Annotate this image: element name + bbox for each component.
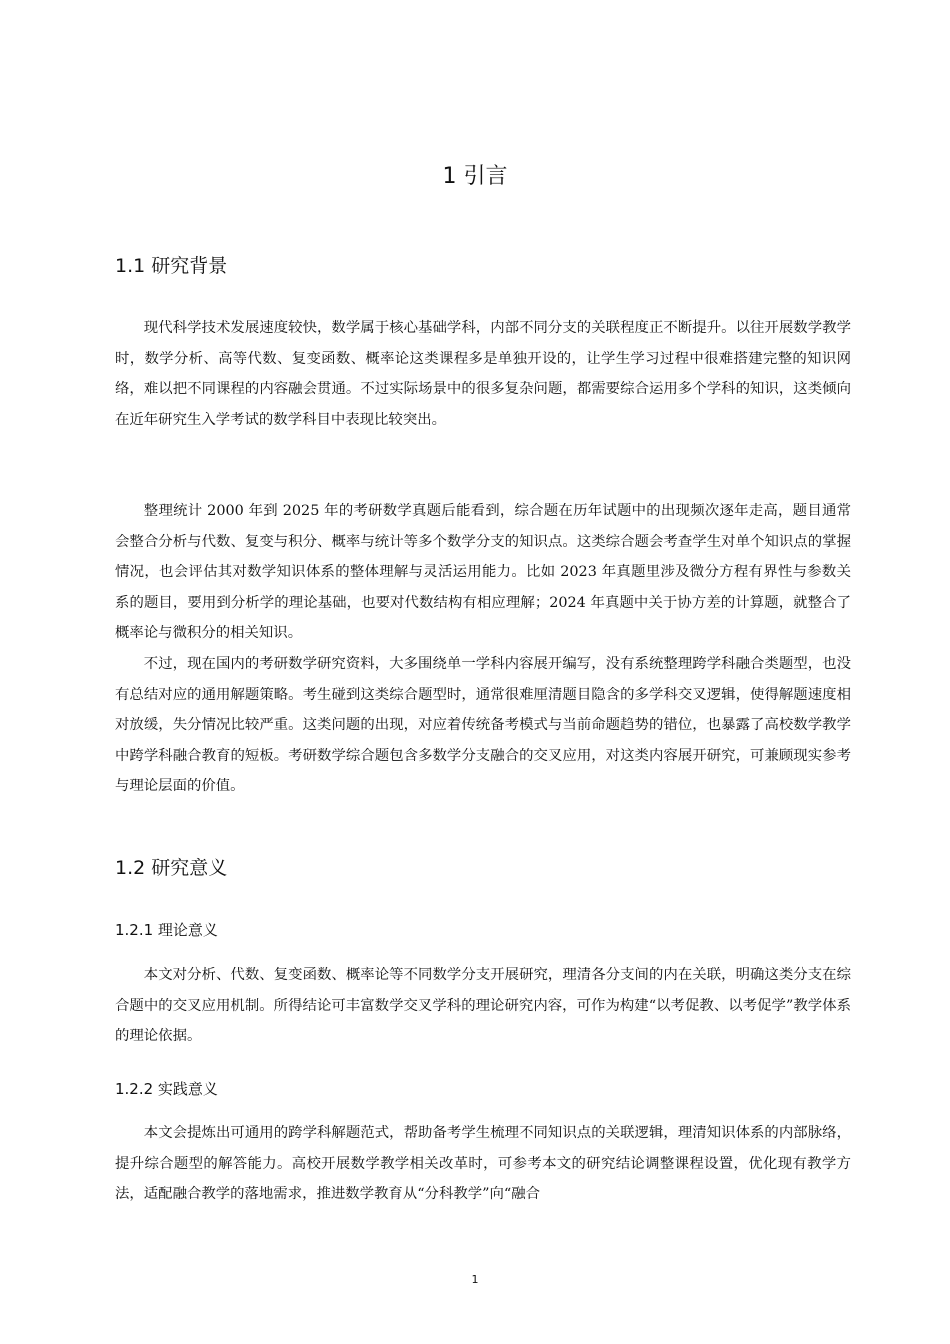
subsection-heading-theoretical-significance: 1.2.1 理论意义 [115, 921, 218, 939]
background-paragraph-3: 不过，现在国内的考研数学研究资料，大多围绕单一学科内容展开编写，没有系统整理跨学科融合类题型，也没有总结对应的通用解题策略。考生碰到这类综合题型时，通常很难厘清题目隐含的多学科交叉逻辑，使得解题速度相对放缓，失分情况比较严重。这类问题的出现，对应着传统备考模式与当前命题趋势的错位，也暴露了高校数学教学中跨学科融合教育的短板。考研数学综合题包含多数学分支融合的交叉应用，对这类内容展开研究，可兼顾现实参考与理论层面的价值。 [115, 656, 851, 794]
chapter-title: 1 引言 [442, 164, 508, 189]
page-number: 1 [471, 1273, 479, 1286]
practical-significance-paragraph: 本文会提炼出可通用的跨学科解题范式，帮助备考学生梳理不同知识点的关联逻辑，理清知识体系的内部脉络，提升综合题型的解答能力。高校开展数学教学相关改革时，可参考本文的研究结论调整课程设置，优化现有教学方法，适配融合教学的落地需求，推进数学教育从“分科教学”向“融合 [115, 1125, 851, 1202]
section-heading-research-significance: 1.2 研究意义 [115, 857, 228, 879]
theoretical-significance-paragraph: 本文对分析、代数、复变函数、概率论等不同数学分支开展研究，理清各分支间的内在关联，明确这类分支在综合题中的交叉应用机制。所得结论可丰富数学交叉学科的理论研究内容，可作为构建“以考促教、以考促学”教学体系的理论依据。 [115, 967, 851, 1044]
background-paragraph-1: 现代科学技术发展速度较快，数学属于核心基础学科，内部不同分支的关联程度正不断提升。以往开展数学教学时，数学分析、高等代数、复变函数、概率论这类课程多是单独开设的，让学生学习过程中很难搭建完整的知识网络，难以把不同课程的内容融会贯通。不过实际场景中的很多复杂问题，都需要综合运用多个学科的知识，这类倾向在近年研究生入学考试的数学科目中表现比较突出。 [115, 320, 851, 428]
subsection-heading-practical-significance: 1.2.2 实践意义 [115, 1080, 218, 1098]
background-paragraph-2: 整理统计 2000 年到 2025 年的考研数学真题后能看到，综合题在历年试题中的出现频次逐年走高，题目通常会整合分析与代数、复变与积分、概率与统计等多个数学分支的知识点。这类综合题会考查学生对单个知识点的掌握情况，也会评估其对数学知识体系的整体理解与灵活运用能力。比如 2023 年真题里涉及微分方程有界性与参数关系的题目，要用到分析学的理论基础，也要对代数结构有相应理解；2024 年真题中关于协方差的计算题，就整合了概率论与微积分的相关知识。 [115, 503, 851, 641]
section-heading-research-background: 1.1 研究背景 [115, 255, 228, 277]
